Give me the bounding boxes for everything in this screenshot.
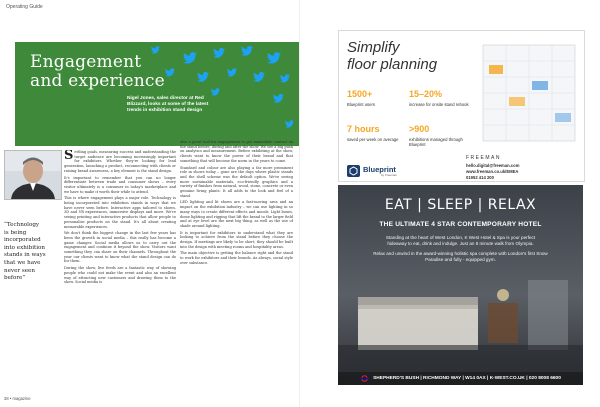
twitter-icon	[253, 72, 265, 82]
twitter-icon	[285, 120, 294, 127]
hotel-body-text-2: Relax and unwind in the award-winning holistic spa complete with London's first Snow Paradise and fully - equipped gym.	[373, 251, 548, 262]
stat-description: exhibitions managed through Blueprint	[409, 137, 463, 148]
twitter-icon	[213, 48, 225, 58]
floor-plan-illustration	[479, 41, 579, 146]
blueprint-logo: Blueprint by Freeman	[347, 165, 407, 177]
article-title: Engagement and experience	[30, 52, 165, 91]
author-photo	[4, 150, 62, 200]
hotel-footer-bar	[338, 372, 583, 385]
twitter-icon	[211, 88, 220, 95]
twitter-icon	[227, 68, 237, 76]
twitter-icon	[267, 52, 281, 63]
body-column-1: Settling goals, measuring success and understanding the target audience are becoming increasingly important for exhibitors. Whether they're looking for lead generation, launching a product, reconnecting with clients or raising brand awareness, a key element is the stand design. It's important to remember that you can no longer differentiate between trade and consumer shows – every visitor ultimately is a consumer in today's marketplace and we have to make it worth their while to attend. This is where engagement plays a major role. Technology is being incorporated into exhibition stands in ways that we have never seen before. Interactive apps tailored to shows, 3D and VR experiences, immersive displays and more. We're seeing printing and interactive products that allow people to personalise products on the stand. It's all about creating memorable experiences. We don't think the biggest change in the last few years has been the growth in social media – this really has become a game changer. Social media allows us to carry out the engagement and continue it beyond the show. Visitors want something they can share on their channels. Throughout the year our clients want to know what the stand design can do for them. During the show, live feeds are a fantastic way of showing people who could not make the event and also an excellent way of attracting new customers and drawing them to the show. Social media is	[64, 150, 176, 285]
stat-number: 7 hours	[347, 124, 380, 134]
stat-description: saved per week on average	[347, 137, 399, 142]
pull-quote: “Technology is being incorporated into exhibition stands in ways that we have never seen before”	[4, 222, 46, 282]
blueprint-logo-icon	[347, 165, 360, 177]
twitter-icon	[165, 68, 175, 76]
underground-roundel-icon	[360, 375, 369, 382]
section-label: Operating Guide	[6, 4, 43, 10]
body-column-2: also a great tool for engagement to get immediate contact on the stand before, during and after the show. We see a big push on analytics and measurement. Before exhibiting at the show, clients want to know the power of their brand and that something that will become the norm in the years to come. Standard and colour are also playing a far more prominent role in shows today – gone are the days where plastic stands and the shell scheme was the default option. We're seeing more sustainable materials, eco-friendly graphics and a variety of finishes from natural, wood, stone, concrete or even genuine living plants. It all adds to the look and feel of a stand. LED lighting and lit shows are a fast-moving area and an impact on the exhibition industry – we can use lighting in so many ways to create different effects and moods. Light boxes, dome lighting and rigging that lift the brand to the larger field and at eye level are the next big thing, as well as the use of shade around lighting. It is important for exhibitors to understand what they are looking to achieve from the stand before they choose the design. If meetings are likely to be short, they should be built into the design with meeting rooms and hospitality areas. The main objective is getting the balance right and the stand to work for exhibitors and their brands. As always, social style over substance.	[180, 140, 293, 265]
page-folio: 38 • magazine	[4, 396, 31, 401]
freeman-brand: FREEMAN	[466, 155, 501, 161]
contact-website[interactable]: www.freeman.co.uk/EMEA	[466, 169, 519, 174]
blueprint-advert	[338, 30, 585, 182]
hero-banner	[15, 42, 300, 146]
advert-title: Simplify floor planning	[347, 39, 438, 73]
twitter-icon	[280, 74, 290, 82]
twitter-icon	[183, 52, 197, 63]
stat-description: Blueprint users	[347, 102, 375, 107]
drop-cap: S	[64, 150, 74, 163]
hotel-address: SHEPHERD'S BUSH | RICHMOND WAY | W14 0AX | K-WEST.CO.UK | 020 8008 6600	[373, 376, 561, 381]
contact-phone: 01952 414 200	[466, 175, 494, 180]
contact-email[interactable]: hello.digital@freeman.com	[466, 163, 520, 168]
twitter-icon	[197, 72, 209, 82]
hotel-advert	[338, 185, 583, 385]
hotel-headline: EAT | SLEEP | RELAX	[384, 197, 537, 213]
stat-description: increase for onsite stand rebook	[409, 102, 469, 107]
hotel-subhead: THE ULTIMATE 4 STAR CONTEMPORARY HOTEL	[379, 221, 542, 228]
article-standfirst: Nigel Jones, sales director at Red Blizzard, looks at some of the latest trends in exhibition stand design	[127, 96, 209, 114]
stat-number: >900	[409, 124, 430, 134]
stat-number: 15–20%	[409, 89, 443, 99]
hotel-room-photo	[338, 185, 583, 385]
stat-number: 1500+	[347, 89, 373, 99]
hotel-body-text: Standing at the heart of West London, K West Hotel & Spa is your perfect hideaway to eat, drink and indulge. Just an 8 minute walk from Olympia.	[385, 235, 536, 246]
twitter-icon	[241, 46, 253, 56]
